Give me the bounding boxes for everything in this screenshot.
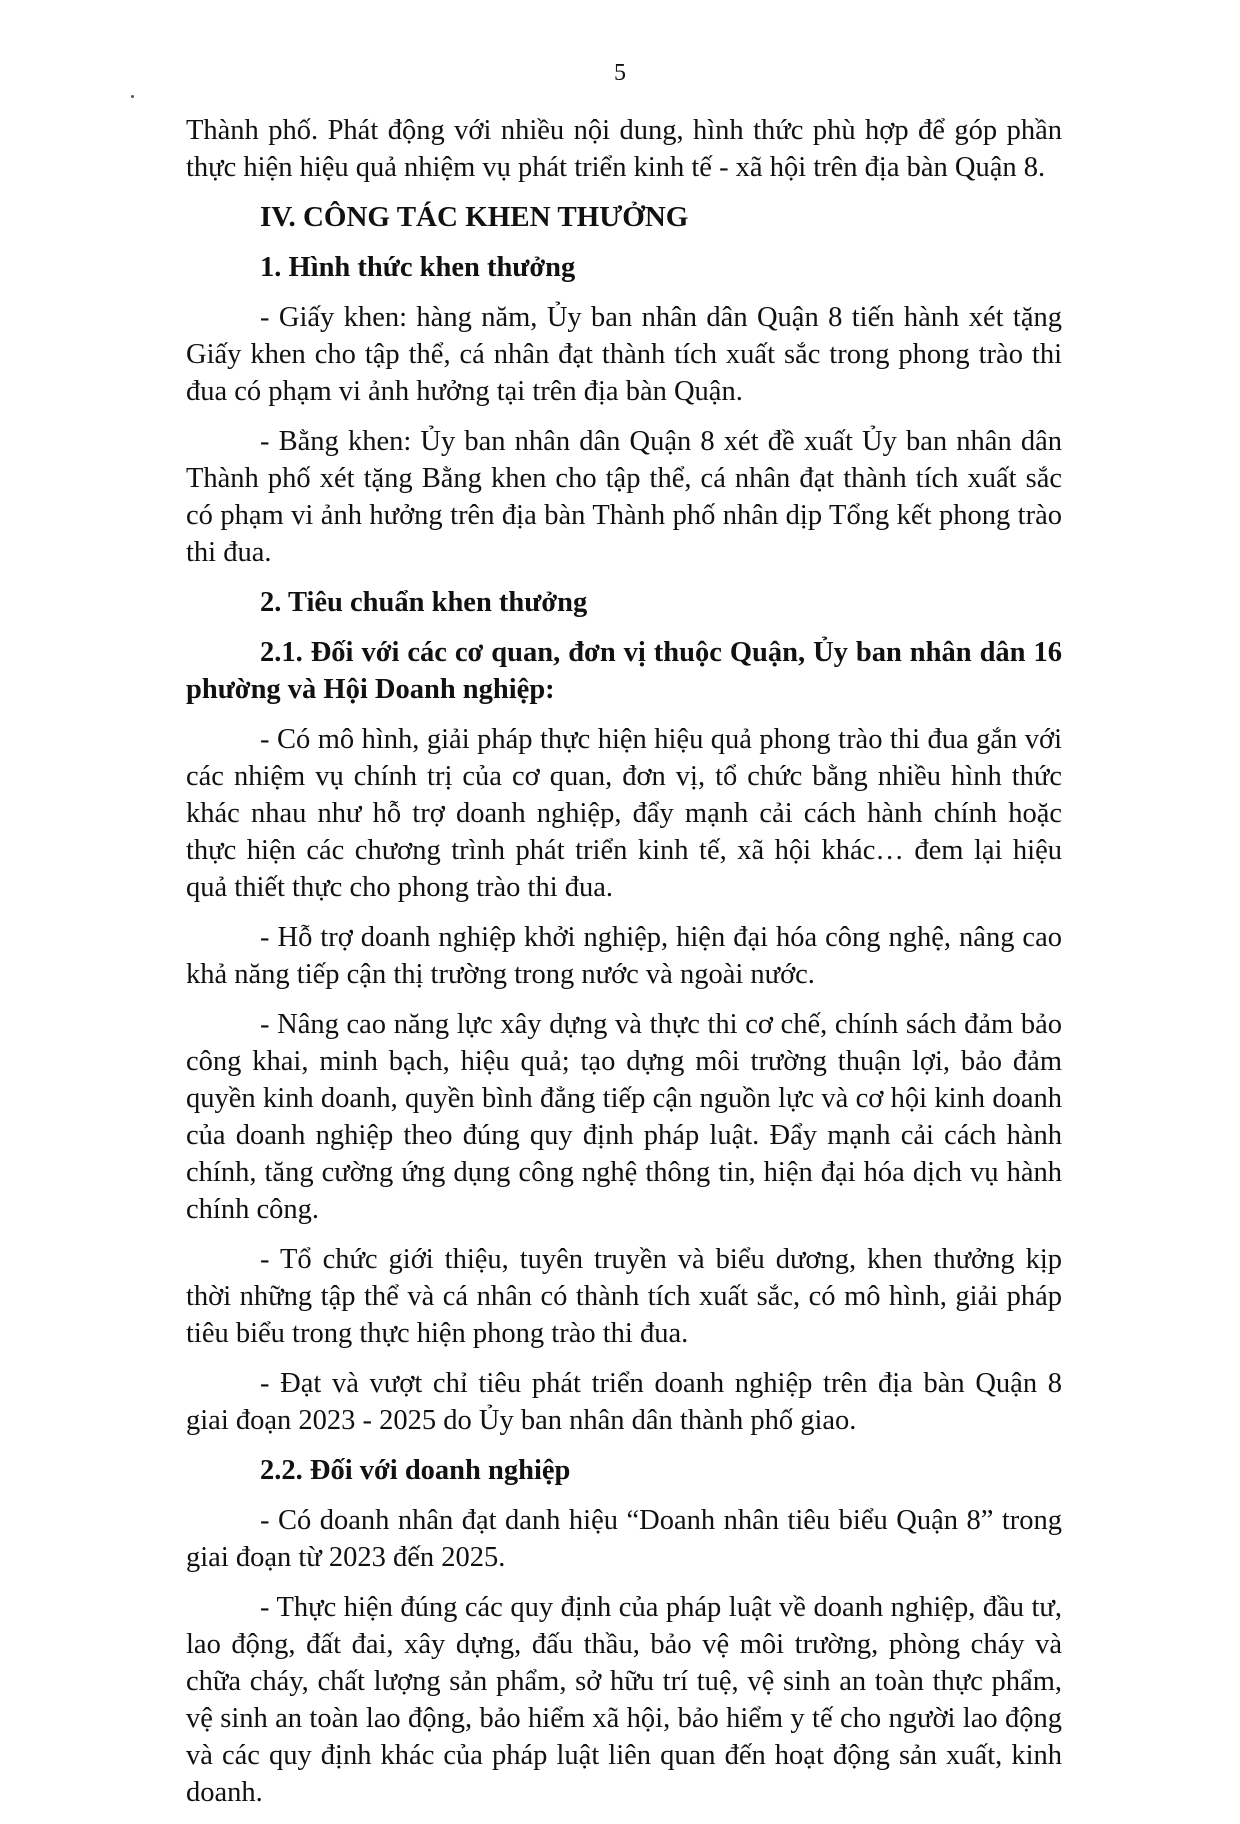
subsection-2-1-heading: 2.1. Đối với các cơ quan, đơn vị thuộc Quận, Ủy ban nhân dân 16 phường và Hội Doanh nghiệp: <box>186 637 1062 705</box>
criteria-2-1-item: - Nâng cao năng lực xây dựng và thực thi cơ chế, chính sách đảm bảo công khai, minh bạch, hiệu quả; tạo dựng môi trường thuận lợi, bảo đảm quyền kinh doanh, quyền bình đẳng tiếp cận nguồn lực và cơ hội kinh doanh của doanh nghiệp theo đúng quy định pháp luật. Đẩy mạnh cải cách hành chính, tăng cường ứng dụng công nghệ thông tin, hiện đại hóa dịch vụ hành chính công. <box>186 1009 1062 1225</box>
criteria-2-1-item: - Đạt và vượt chỉ tiêu phát triển doanh nghiệp trên địa bàn Quận 8 giai đoạn 2023 - 2025 do Ủy ban nhân dân thành phố giao. <box>186 1368 1062 1436</box>
intro-paragraph: Thành phố. Phát động với nhiều nội dung, hình thức phù hợp để góp phần thực hiện hiệu quả nhiệm vụ phát triển kinh tế - xã hội trên địa bàn Quận 8. <box>186 115 1062 183</box>
giay-khen-paragraph: - Giấy khen: hàng năm, Ủy ban nhân dân Quận 8 tiến hành xét tặng Giấy khen cho tập thể, cá nhân đạt thành tích xuất sắc trong phong trào thi đua có phạm vi ảnh hưởng tại trên địa bàn Quận. <box>186 302 1062 407</box>
subsection-2-2-heading: 2.2. Đối với doanh nghiệp <box>260 1455 571 1486</box>
subsection-1-heading: 1. Hình thức khen thưởng <box>260 252 576 283</box>
bang-khen-paragraph: - Bằng khen: Ủy ban nhân dân Quận 8 xét đề xuất Ủy ban nhân dân Thành phố xét tặng Bằng khen cho tập thể, cá nhân đạt thành tích xuất sắc có phạm vi ảnh hưởng trên địa bàn Thành phố nhân dịp Tổng kết phong trào thi đua. <box>186 426 1062 568</box>
page-number: 5 <box>614 60 626 86</box>
subsection-2-heading: 2. Tiêu chuẩn khen thưởng <box>260 587 588 618</box>
criteria-2-2-item: - Có doanh nhân đạt danh hiệu “Doanh nhân tiêu biểu Quận 8” trong giai đoạn từ 2023 đến 2025. <box>186 1505 1062 1573</box>
criteria-2-1-item: - Tổ chức giới thiệu, tuyên truyền và biểu dương, khen thưởng kịp thời những tập thể và cá nhân có thành tích xuất sắc, có mô hình, giải pháp tiêu biểu trong thực hiện phong trào thi đua. <box>186 1244 1062 1349</box>
document-body <box>186 112 1062 1824</box>
section-iv-heading: IV. CÔNG TÁC KHEN THƯỞNG <box>260 201 689 233</box>
criteria-2-1-item: - Có mô hình, giải pháp thực hiện hiệu quả phong trào thi đua gắn với các nhiệm vụ chính trị của cơ quan, đơn vị, tổ chức bằng nhiều hình thức khác nhau như hỗ trợ doanh nghiệp, đẩy mạnh cải cách hành chính hoặc thực hiện các chương trình phát triển kinh tế, xã hội khác… đem lại hiệu quả thiết thực cho phong trào thi đua. <box>186 724 1062 903</box>
criteria-2-1-item: - Hỗ trợ doanh nghiệp khởi nghiệp, hiện đại hóa công nghệ, nâng cao khả năng tiếp cận thị trường trong nước và ngoài nước. <box>186 922 1062 990</box>
scan-speck <box>131 95 134 98</box>
criteria-2-2-item: - Thực hiện đúng các quy định của pháp luật về doanh nghiệp, đầu tư, lao động, đất đai, xây dựng, đấu thầu, bảo vệ môi trường, phòng cháy và chữa cháy, chất lượng sản phẩm, sở hữu trí tuệ, vệ sinh an toàn thực phẩm, vệ sinh an toàn lao động, bảo hiểm xã hội, bảo hiểm y tế cho người lao động và các quy định khác của pháp luật liên quan đến hoạt động sản xuất, kinh doanh. <box>186 1592 1062 1808</box>
